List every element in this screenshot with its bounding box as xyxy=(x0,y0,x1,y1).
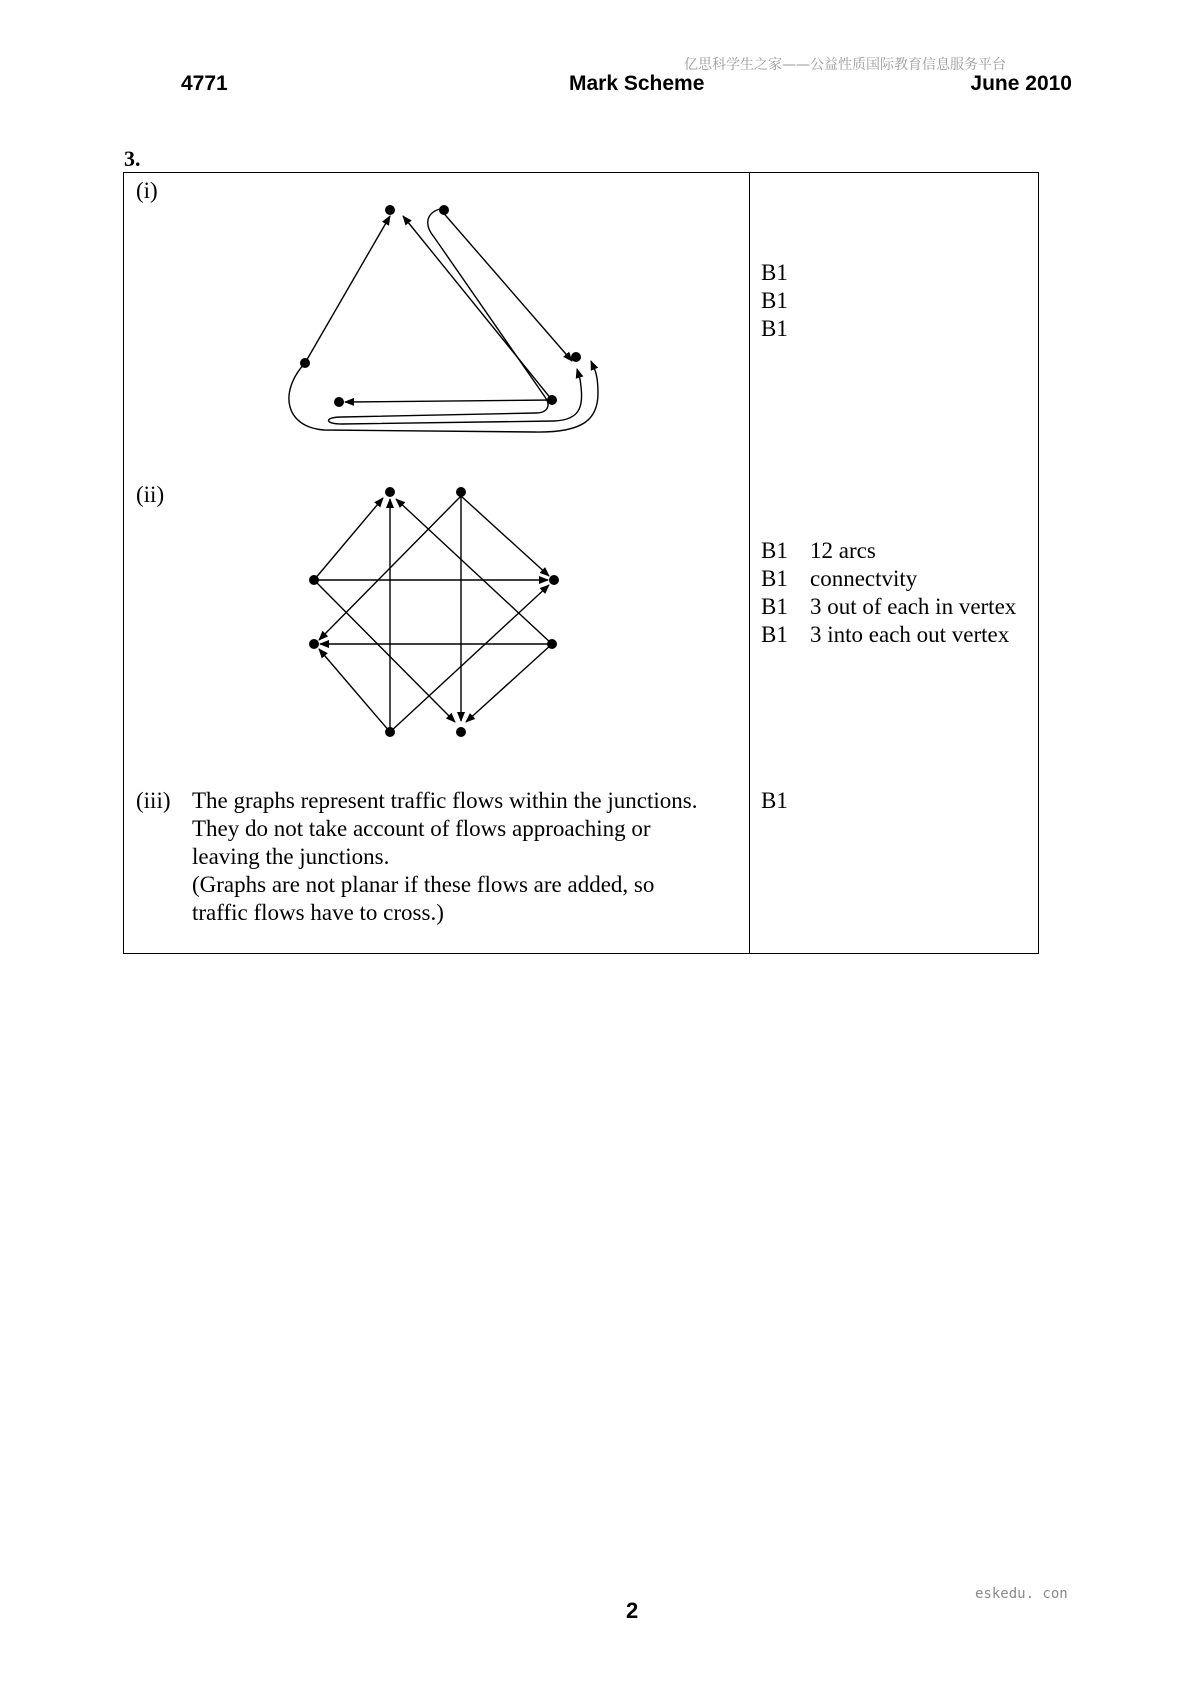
question-number: 3. xyxy=(124,146,141,171)
arc xyxy=(345,400,552,402)
mark-code: B1 xyxy=(761,260,788,285)
marks-part-ii xyxy=(761,537,1016,649)
answer-line: traffic flows have to cross.) xyxy=(192,900,444,925)
answer-line: leaving the junctions. xyxy=(192,844,390,869)
vertex xyxy=(456,487,466,497)
mark-row xyxy=(761,621,1016,649)
vertex xyxy=(385,205,395,215)
vertex xyxy=(334,397,344,407)
marks-part-iii xyxy=(761,787,788,815)
arc xyxy=(390,585,549,732)
part-label-ii: (ii) xyxy=(136,482,165,507)
vertex xyxy=(547,639,557,649)
watermark-text: 亿思科学生之家——公益性质国际教育信息服务平台 xyxy=(684,57,1006,73)
answer-line: They do not take account of flows approaching or xyxy=(192,816,651,841)
graph-i-vertices xyxy=(300,205,581,407)
mark-code: B1 xyxy=(761,316,788,341)
vertex xyxy=(571,352,581,362)
mark-code: B1 xyxy=(761,288,788,313)
mark-row xyxy=(761,565,1016,593)
vertex xyxy=(439,205,449,215)
arc xyxy=(428,210,580,425)
arc xyxy=(292,363,342,424)
arc xyxy=(314,580,455,722)
arc xyxy=(291,363,344,424)
page-number: 2 xyxy=(626,1598,639,1623)
vertex xyxy=(547,395,557,405)
marks-part-i xyxy=(761,259,788,343)
mark-note: 3 out of each in vertex xyxy=(810,594,1017,619)
mark-code: B1 xyxy=(761,788,788,813)
site-mark: eskedu. con xyxy=(975,1586,1068,1602)
vertex xyxy=(385,727,395,737)
mark-scheme-table xyxy=(123,172,1039,954)
answer-text-iii xyxy=(192,787,697,927)
answer-line: (Graphs are not planar if these flows are added, so xyxy=(192,872,655,897)
arc xyxy=(329,209,582,424)
mark-code: B1 xyxy=(761,566,788,591)
part-label-iii: (iii) xyxy=(136,788,171,813)
mark-note: 12 arcs xyxy=(810,538,876,563)
vertex xyxy=(385,487,395,497)
mark-code: B1 xyxy=(761,538,788,563)
part-label-i: (i) xyxy=(136,178,158,203)
mark-note: 3 into each out vertex xyxy=(810,622,1010,647)
arc xyxy=(466,644,552,722)
arc xyxy=(396,499,552,644)
page-title: Mark Scheme xyxy=(569,72,705,95)
vertex xyxy=(309,639,319,649)
paper-code: 4771 xyxy=(181,72,228,95)
vertex xyxy=(309,575,319,585)
mark-row xyxy=(761,537,1016,565)
arc xyxy=(440,209,572,361)
column-divider xyxy=(749,173,750,953)
graph-ii xyxy=(314,496,552,732)
vertex xyxy=(456,727,466,737)
arc xyxy=(314,498,383,580)
arc xyxy=(461,496,549,576)
mark-code: B1 xyxy=(761,622,788,647)
answer-line: The graphs represent traffic flows within the junctions. xyxy=(192,788,698,813)
exam-date: June 2010 xyxy=(970,72,1072,95)
mark-row xyxy=(761,593,1016,621)
arc xyxy=(403,216,552,400)
vertex xyxy=(300,358,310,368)
vertex xyxy=(549,575,559,585)
mark-note: connectvity xyxy=(810,566,918,591)
arc xyxy=(305,216,390,363)
mark-code: B1 xyxy=(761,594,788,619)
arc xyxy=(319,649,390,732)
